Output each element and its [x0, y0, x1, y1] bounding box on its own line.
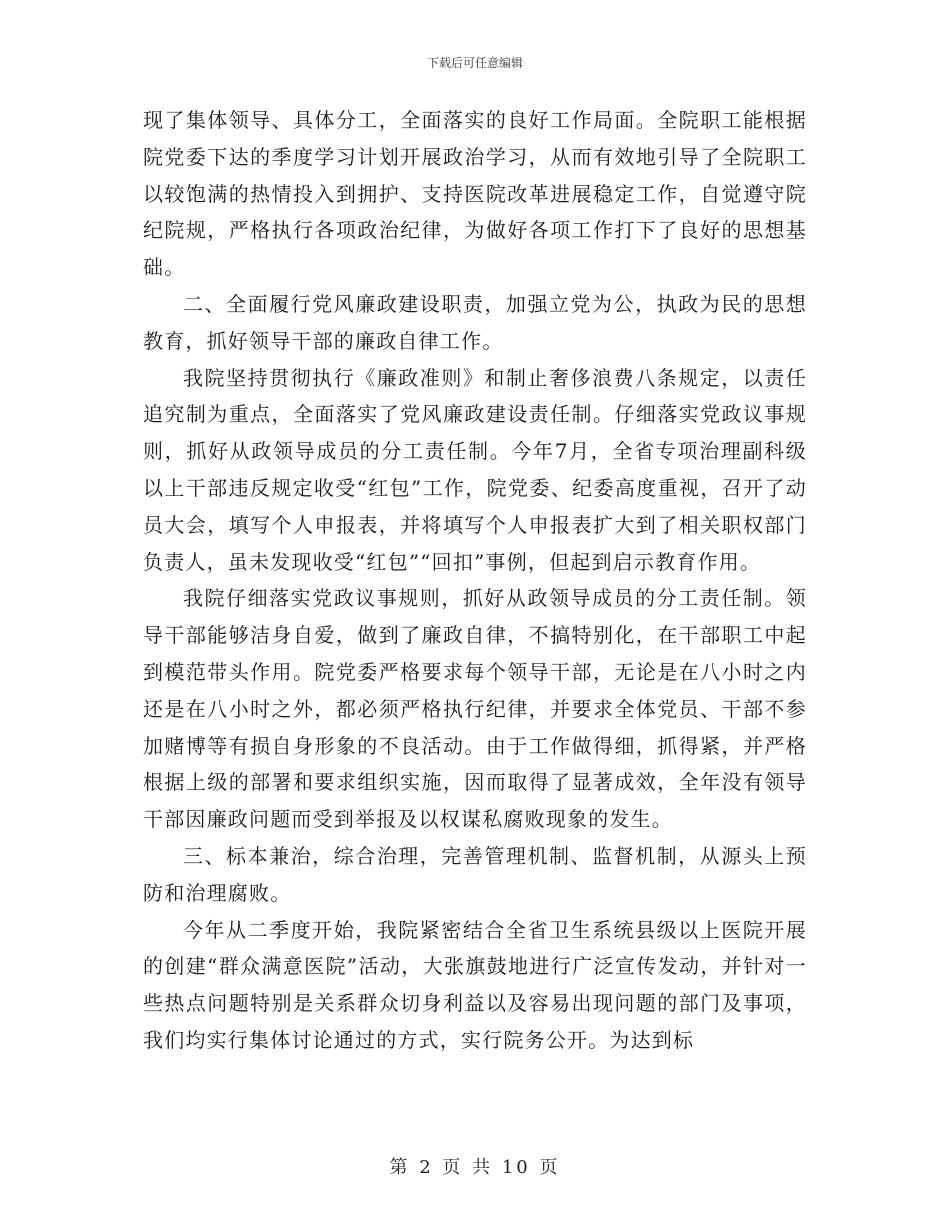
paragraph-integrity-rules: 我院坚持贯彻执行《廉政准则》和制止奢侈浪费八条规定，以责任追究制为重点，全面落实了党风廉政建设责任制。仔细落实党政议事规则，抓好从政领导成员的分工责任制。今年7月，全省专项治理副科级以上干部违反规定收受“红包”工作，院党委、纪委高度重视，召开了动员大会，填写个人申报表，并将填写个人申报表扩大到了相关职权部门负责人，虽未发现收受“红包”“回扣”事例，但起到启示教育作用。: [143, 365, 807, 574]
paragraph-continuation: 现了集体领导、具体分工，全面落实的良好工作局面。全院职工能根据院党委下达的季度学习计划开展政治学习，从而有效地引导了全院职工以较饱满的热情投入到拥护、支持医院改革进展稳定工作，自觉遵守院纪院规，严格执行各项政治纪律，为做好各项工作打下了良好的思想基础。: [143, 108, 807, 280]
document-body: [143, 102, 807, 1059]
paragraph-leadership-discipline: 我院仔细落实党政议事规则，抓好从政领导成员的分工责任制。领导干部能够洁身自爱，做到了廉政自律，不搞特别化，在干部职工中起到模范带头作用。院党委严格要求每个领导干部，无论是在八小时之内还是在八小时之外，都必须严格执行纪律，并要求全体党员、干部不参加赌博等有损自身形象的不良活动。由于工作做得细，抓得紧，并严格根据上级的部署和要求组织实施，因而取得了显著成效，全年没有领导干部因廉政问题而受到举报及以权谋私腐败现象的发生。: [143, 586, 807, 832]
section-heading-2: 二、全面履行党风廉政建设职责，加强立党为公，执政为民的思想教育，抓好领导干部的廉政自律工作。: [143, 291, 807, 353]
section-heading-3: 三、标本兼治，综合治理，完善管理机制、监督机制，从源头上预防和治理腐败。: [143, 843, 807, 905]
paragraph-satisfaction-campaign: 今年从二季度开始，我院紧密结合全省卫生系统县级以上医院开展的创建“群众满意医院”活动，大张旗鼓地进行广泛宣传发动，并针对一些热点问题特别是关系群众切身利益以及容易出现问题的部门及事项，我们均实行集体讨论通过的方式，实行院务公开。为达到标: [143, 917, 807, 1052]
page-number: 第 2 页 共 10 页: [389, 1157, 561, 1178]
page-header: 下载后可任意编辑: [426, 56, 523, 70]
